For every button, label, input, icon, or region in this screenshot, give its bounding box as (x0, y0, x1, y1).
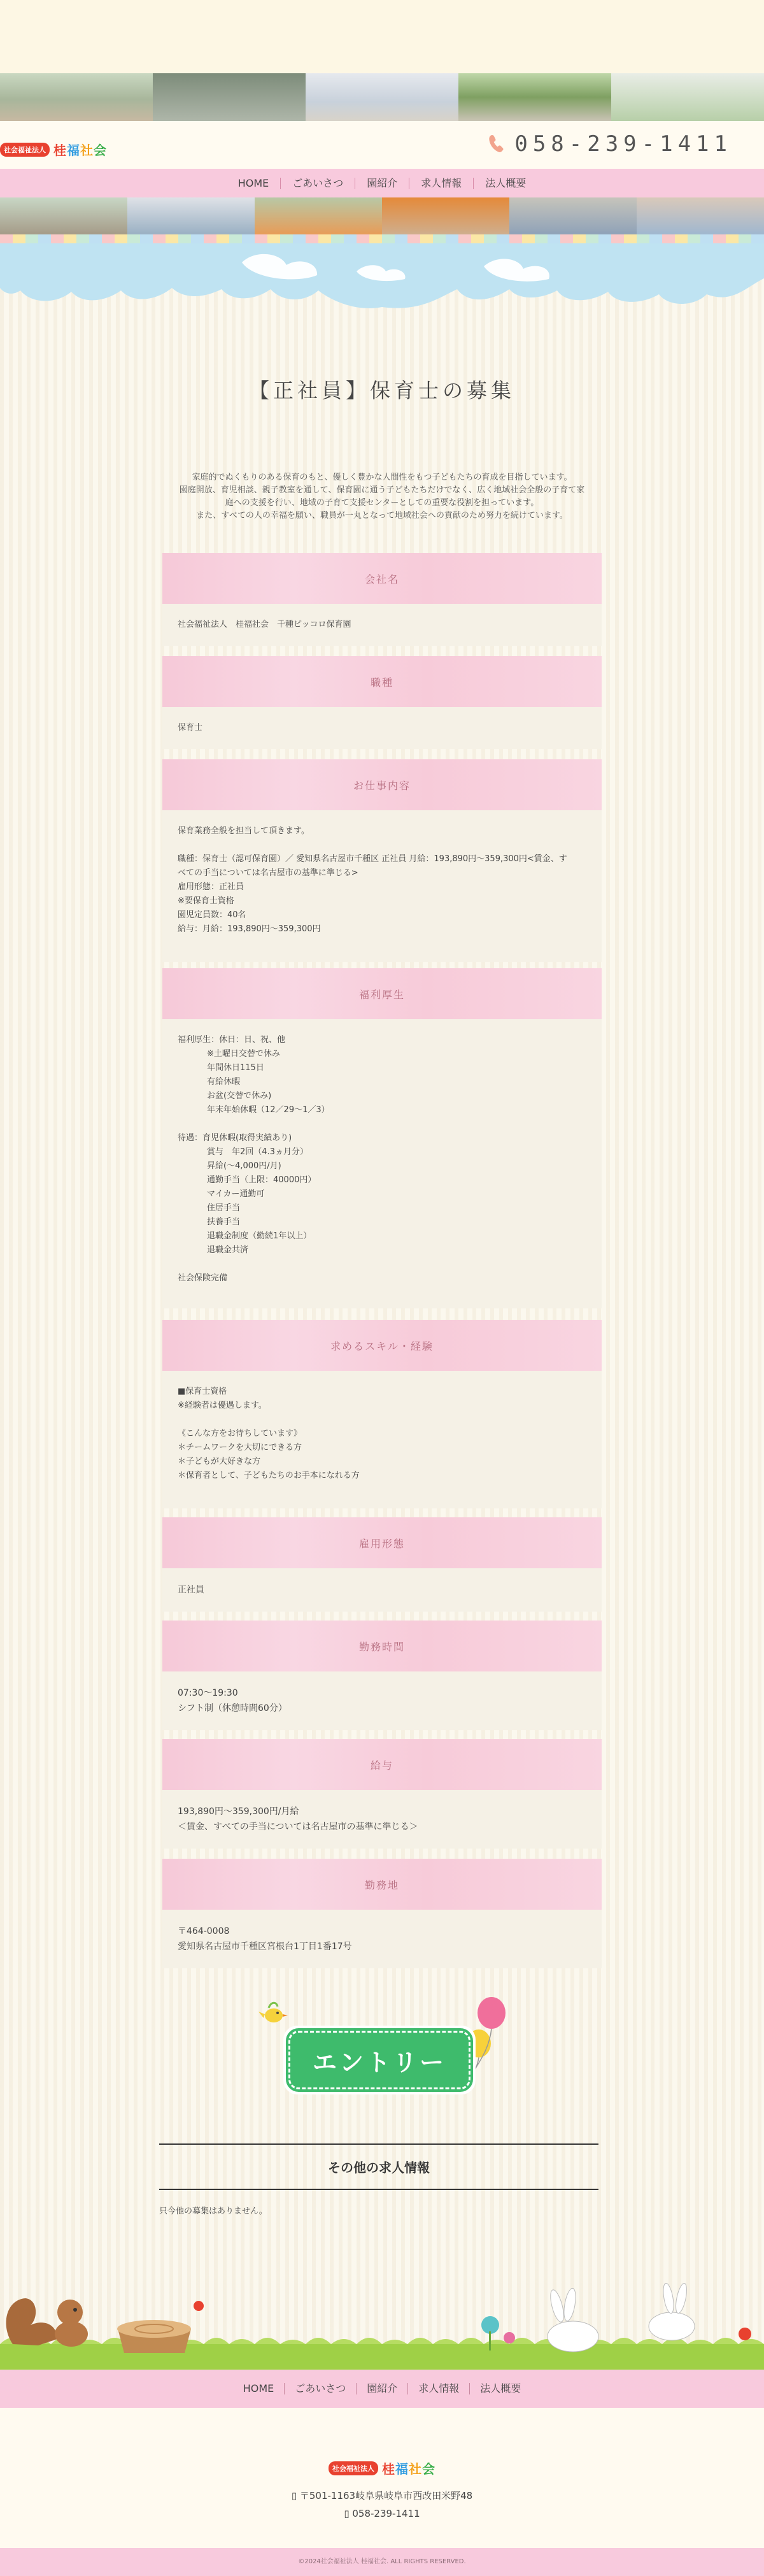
entry-area (255, 1993, 509, 2101)
footer-logo[interactable]: 社会福祉法人 桂福社会 (0, 2459, 764, 2477)
location-pin-icon: ▯ (291, 2490, 300, 2501)
section-location (162, 1859, 602, 1968)
section-heading: 福利厚生 (162, 968, 602, 1019)
header-tel-number: 058-239-1411 (514, 131, 732, 157)
section-working-hours (162, 1621, 602, 1730)
footer-nav-greeting[interactable]: ごあいさつ (284, 2383, 356, 2394)
section-heading: 職種 (162, 656, 602, 707)
other-jobs (159, 2143, 598, 2216)
footer-nav-school-intro[interactable]: 園紹介 (356, 2383, 407, 2394)
header-photo-strip (0, 73, 764, 121)
section-body: 〒464-0008 愛知県名古屋市千種区宮根台1丁目1番17号 (162, 1910, 602, 1968)
section-heading: 給与 (162, 1739, 602, 1790)
section-employment-type (162, 1517, 602, 1612)
squirrel-icon (6, 2298, 88, 2347)
section-heading: 会社名 (162, 553, 602, 604)
footer-nav (0, 2370, 764, 2408)
section-body: 07:30〜19:30 シフト制（休憩時間60分） (162, 1671, 602, 1730)
logo-row (0, 121, 764, 169)
copyright: ©2024社会福祉法人 桂福社会. ALL RIGHTS RESERVED. (0, 2548, 764, 2576)
section-heading: 勤務時間 (162, 1621, 602, 1671)
section-salary (162, 1739, 602, 1849)
section-heading: お仕事内容 (162, 759, 602, 810)
nav-recruit[interactable]: 求人情報 (409, 178, 473, 189)
section-heading: 勤務地 (162, 1859, 602, 1910)
tree-stump-icon (117, 2320, 191, 2353)
section-heading: 求めるスキル・経験 (162, 1320, 602, 1371)
nav-home[interactable]: HOME (237, 176, 269, 189)
section-benefits (162, 968, 602, 1308)
section-body: 193,890円〜359,300円/月給 ＜賃金、すべての手当については名古屋市の基準に準じる＞ (162, 1790, 602, 1849)
section-body: 保育士 (162, 707, 602, 749)
phone-icon (488, 133, 506, 155)
children-photo-strip (0, 197, 764, 234)
section-body: 保育業務全般を担当して頂きます。 職種：保育士（認可保育園）／ 愛知県名古屋市千種区 正社員 月給：193,890円〜359,300円<賃金、す べての手当については名古屋市の基準に準じる> 雇用形態：正社員 ※要保育士資格 園児定員数：40名 給与：月給：193,890円〜359,300円 (162, 810, 602, 962)
other-jobs-text: 只今他の募集はありません。 (159, 2207, 267, 2216)
section-job-type (162, 656, 602, 749)
global-nav (0, 169, 764, 197)
logo-badge: 社会福祉法人 (0, 143, 50, 157)
intro-text: 家庭的でぬくもりのある保育のもと、優しく豊かな人間性をもつ子どもたちの育成を目指しています。 園庭開放、育児相談、親子教室を通して、保育園に通う子どもたちだけでなく、広く地域社会全般の子育て家 庭への支援を行い、地域の子育て支援センターとしての重要な役割を担っています。 また、すべての人の幸福を願い、職員が一丸となって地域社会への貢献のため努力を続けています。 (179, 473, 585, 520)
logo-name: 桂福社会 (53, 143, 107, 158)
section-company (162, 553, 602, 646)
entry-button-label: エントリー (288, 2031, 470, 2089)
meadow-illustration (0, 2268, 764, 2370)
section-body: 社会福祉法人 桂福社会 千種ピッコロ保育園 (162, 604, 602, 646)
footer-address: ▯ 〒501-1163岐阜県岐阜市西改田米野48 (291, 2490, 473, 2501)
nav-corporate[interactable]: 法人概要 (473, 178, 537, 189)
nav-greeting[interactable]: ごあいさつ (280, 178, 355, 189)
section-heading: 雇用形態 (162, 1517, 602, 1568)
footer-nav-home[interactable]: HOME (243, 2382, 274, 2394)
top-band (0, 0, 764, 73)
rabbit-icon-2 (649, 2282, 695, 2340)
footer-nav-recruit[interactable]: 求人情報 (407, 2383, 469, 2394)
flower-icon-2 (739, 2328, 751, 2340)
section-body: 福利厚生：休日：日、祝、他 ※土曜日交替で休み 年間休日115日 有給休暇 お盆(交替で休み) 年末年始休暇（12／29〜1／3） 待遇：育児休暇(取得実績あり) 賞与 年2回（4.3ヵ月分） 昇給(〜4,000円/月) 通勤手当（上限：40000円） マイカー通勤可 住居手当 扶養手当 退職金制度（勤続1年以上） 退職金共済 社会保険完備 (162, 1019, 602, 1308)
entry-button[interactable] (283, 2026, 476, 2094)
section-body: ■保育士資格 ※経験者は優遇します。 《こんな方をお待ちしています》 ＊チームワークを大切にできる方 ＊子どもが大好きな方 ＊保育者として、子どもたちのお手本になれる方 (162, 1371, 602, 1508)
cloud-divider (0, 243, 764, 313)
header-phone[interactable] (488, 131, 732, 157)
ladybug-icon (194, 2301, 204, 2311)
footer-nav-corporate[interactable]: 法人概要 (469, 2383, 531, 2394)
phone-icon: ▯ (344, 2508, 353, 2519)
section-job-description (162, 759, 602, 962)
site-logo[interactable] (0, 140, 107, 159)
other-jobs-title: その他の求人情報 (159, 2143, 598, 2190)
footer-tel[interactable]: ▯ 058-239-1411 (344, 2508, 420, 2519)
section-skills (162, 1320, 602, 1508)
nav-school-intro[interactable]: 園紹介 (355, 178, 409, 189)
rabbit-icon (548, 2287, 598, 2352)
footer-info (0, 2408, 764, 2548)
page-title: 【正社員】保育士の募集 (248, 378, 515, 403)
section-body: 正社員 (162, 1568, 602, 1612)
